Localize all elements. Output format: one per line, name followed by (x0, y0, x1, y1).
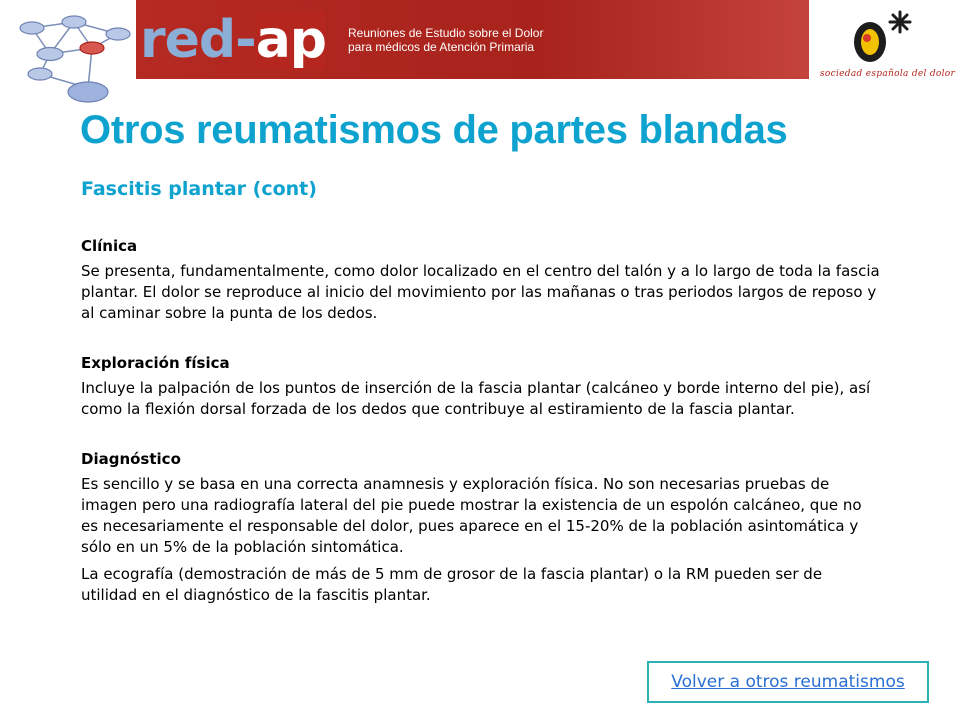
content-body (81, 236, 881, 606)
section-paragraph: Es sencillo y se basa en una correcta anamnesis y exploración física. No son necesarias pruebas de imagen pero una radiografía lateral del pie puede mostrar la existencia de un espolón calcáneo, que no es necesariamente el responsable del dolor, pues aparece en el 15-20% de la población asintomática y sólo en un 5% de la población sintomática. (81, 475, 862, 556)
header-tagline (348, 26, 543, 54)
section-heading: Diagnóstico (81, 450, 181, 468)
tagline-line-1: Reuniones de Estudio sobre el Dolor (348, 26, 544, 40)
back-link-label: Volver a otros reumatismos (671, 672, 905, 692)
page-title: Otros reumatismos de partes blandas (80, 108, 788, 152)
section-paragraph: La ecografía (demostración de más de 5 mm de grosor de la fascia plantar) o la RM pueden ser de utilidad en el diagnóstico de la fascitis plantar. (81, 565, 823, 604)
society-name: sociedad española del dolor (820, 69, 956, 79)
page-subtitle: Fascitis plantar (cont) (81, 178, 317, 200)
header (0, 0, 960, 82)
section-exploracion-fisica (81, 353, 881, 420)
brand-part-2: ap (255, 10, 327, 70)
brand-logo (140, 4, 326, 76)
section-paragraph: Se presenta, fundamentalmente, como dolor localizado en el centro del talón y a lo largo de toda la fascia plantar. El dolor se reproduce al inicio del movimiento por las mañanas o tras periodos largos de reposo y al caminar sobre la punta de los dedos. (81, 262, 880, 322)
brand-part-1: red- (140, 10, 256, 70)
tagline-line-2: para médicos de Atención Primaria (348, 40, 535, 54)
section-paragraph: Incluye la palpación de los puntos de inserción de la fascia plantar (calcáneo y borde interno del pie), así como la flexión dorsal forzada de los dedos que contribuye al estiramiento de la fascia plantar. (81, 379, 871, 418)
back-to-rheumatisms-link[interactable] (647, 661, 929, 703)
section-diagnostico (81, 449, 881, 606)
section-heading: Clínica (81, 237, 138, 255)
network-logo-icon (10, 6, 140, 110)
section-clinica (81, 236, 881, 324)
section-heading: Exploración física (81, 354, 230, 372)
